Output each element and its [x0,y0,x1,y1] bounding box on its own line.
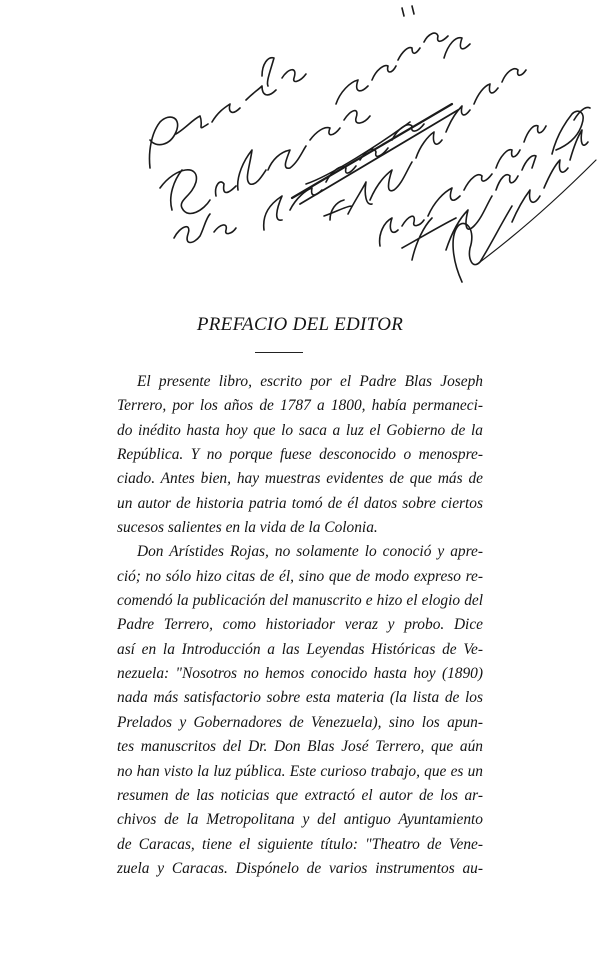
text-line: resumen de las noticias que extractó el autor de los ar- [117,786,483,804]
text-line: do inédito hasta hoy que lo saca a luz el Gobierno de la [117,421,483,439]
paragraph-1 [117,370,483,540]
text-line: República. Y no porque fuese desconocido o menospre- [117,446,483,464]
text-line: no han visto la luz pública. Este curioso trabajo, que es un [117,762,483,780]
text-line: chivos de la Metropolitana y del antiguo Ayuntamiento [117,811,483,829]
text-line: Prelados y Gobernadores de Venezuela), sino los apun- [117,713,483,731]
title-divider [255,352,303,353]
text-line: Terrero, por los años de 1787 a 1800, había permaneci- [117,397,483,415]
handwritten-inscription [0,0,600,300]
text-line: tes manuscritos del Dr. Don Blas José Terrero, que aún [117,738,483,756]
text-line: nada más satisfactorio sobre esta materia (la lista de los [117,689,483,707]
text-line: de Caracas, tiene el siguiente título: "Theatro de Vene- [117,835,483,853]
text-line: un autor de historia patria tomó de él datos sobre ciertos [117,494,483,512]
text-line: zuela y Caracas. Dispónelo de varios instrumentos au- [117,859,483,877]
handwritten-dedication-image [0,0,600,300]
text-line: Don Arístides Rojas, no solamente lo conoció y apre- [137,543,483,561]
text-line: sucesos salientes en la vida de la Colonia. [117,519,378,537]
paragraph-2 [117,540,483,881]
text-line: comendó la publicación del manuscrito e hizo el elogio del [117,592,483,610]
text-line: El presente libro, escrito por el Padre Blas Joseph [137,373,483,390]
text-line: ciado. Antes bien, hay muestras evidentes de que más de [117,470,483,488]
text-line: así en la Introducción a las Leyendas Históricas de Ve- [117,640,483,658]
text-line: nezuela: "Nosotros no hemos conocido hasta hoy (1890) [117,665,483,683]
page-title: PREFACIO DEL EDITOR [196,314,404,335]
body-text [117,370,483,881]
text-line: Padre Terrero, como historiador veraz y probo. Dice [117,616,483,634]
text-line: ció; no sólo hizo citas de él, sino que de modo expreso re- [117,567,483,585]
